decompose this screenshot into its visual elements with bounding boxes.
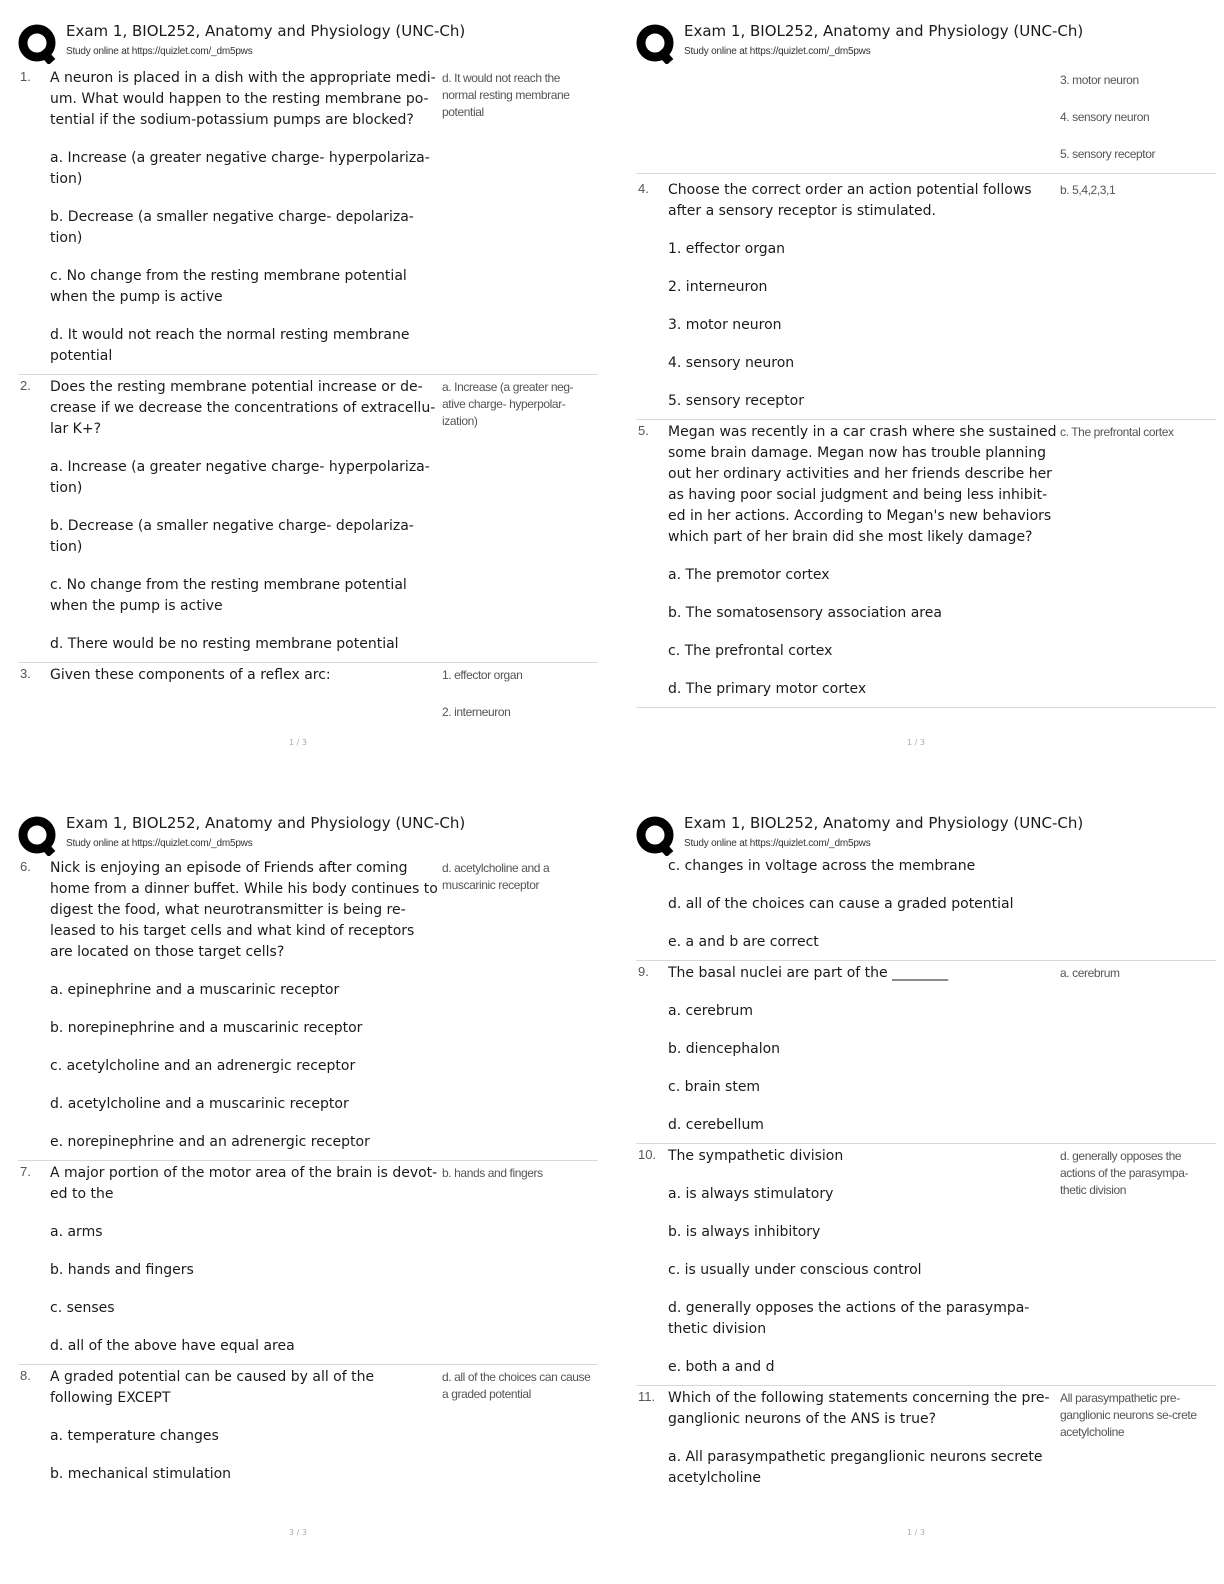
answer-text: b. hands and fingers xyxy=(442,1166,543,1180)
option: c. No change from the resting membrane potential when the pump is active xyxy=(50,577,407,614)
page-4 xyxy=(636,810,1216,1570)
question-number: 9. xyxy=(638,964,649,979)
option: a. is always stimulatory xyxy=(668,1186,834,1202)
option: b. mechanical stimulation xyxy=(50,1466,232,1482)
option: d. cerebellum xyxy=(668,1117,764,1133)
study-link[interactable]: Study online at https://quizlet.com/_dm5pws xyxy=(684,46,871,57)
question-text: Given these components of a reflex arc: xyxy=(50,667,331,683)
question-card xyxy=(18,68,598,375)
answer-list-item: 4. sensory neuron xyxy=(1060,110,1150,124)
option: d. It would not reach the normal resting membrane potential xyxy=(50,327,410,364)
option: d. generally opposes the actions of the parasympa-thetic division xyxy=(668,1300,1030,1337)
question-text: Choose the correct order an action potential follows after a sensory receptor is stimulated. xyxy=(668,182,1032,219)
question-card xyxy=(18,377,598,663)
option: d. The primary motor cortex xyxy=(668,681,867,697)
answer-list-item: 5. sensory receptor xyxy=(1060,147,1156,161)
page-1 xyxy=(18,18,598,778)
page-title: Exam 1, BIOL252, Anatomy and Physiology (UNC-Ch) xyxy=(66,814,466,832)
question-number: 3. xyxy=(20,666,31,681)
option: 1. effector organ xyxy=(668,241,786,257)
page-footer: 3 / 3 xyxy=(289,1528,307,1537)
question-card xyxy=(18,858,598,1161)
option: a. Increase (a greater negative charge- hyperpolariza-tion) xyxy=(50,459,430,496)
question-text: A graded potential can be caused by all of the following EXCEPT xyxy=(50,1369,375,1406)
page-header xyxy=(18,18,598,66)
quizlet-logo-icon xyxy=(18,24,58,64)
question-card xyxy=(636,1388,1216,1496)
question-text: Does the resting membrane potential increase or de-crease if we decrease the concentrations of extracellu-lar K+? xyxy=(50,379,436,437)
option: 4. sensory neuron xyxy=(668,355,795,371)
page-footer: 1 / 3 xyxy=(907,738,925,747)
question-number: 11. xyxy=(638,1389,656,1404)
question-card xyxy=(636,422,1216,708)
question-text: The basal nuclei are part of the ________ xyxy=(668,965,949,981)
option: d. There would be no resting membrane potential xyxy=(50,636,399,652)
answer-text: b. 5,4,2,3,1 xyxy=(1060,183,1116,197)
option: c. acetylcholine and an adrenergic receptor xyxy=(50,1058,356,1074)
option: b. Decrease (a smaller negative charge- depolariza-tion) xyxy=(50,209,414,246)
continued-question xyxy=(636,856,1216,961)
answer-text: a. Increase (a greater neg-ative charge- hyperpolar-ization) xyxy=(442,380,574,428)
option: b. The somatosensory association area xyxy=(668,605,942,621)
option: a. The premotor cortex xyxy=(668,567,830,583)
answer-text: d. all of the choices can cause a graded potential xyxy=(442,1370,591,1401)
answer-text: a. cerebrum xyxy=(1060,966,1120,980)
question-number: 5. xyxy=(638,423,649,438)
option: c. is usually under conscious control xyxy=(668,1262,922,1278)
quizlet-logo-icon xyxy=(636,24,676,64)
option: d. all of the above have equal area xyxy=(50,1338,295,1354)
option: e. both a and d xyxy=(668,1359,775,1375)
option: 2. interneuron xyxy=(668,279,768,295)
answer-list xyxy=(442,667,592,721)
option: c. brain stem xyxy=(668,1079,761,1095)
page-3 xyxy=(18,810,598,1570)
question-card xyxy=(636,180,1216,420)
continued-answer xyxy=(636,72,1216,174)
option: 3. motor neuron xyxy=(668,317,782,333)
page-header xyxy=(636,810,1216,854)
question-number: 10. xyxy=(638,1147,657,1162)
page-header xyxy=(18,810,598,856)
study-link[interactable]: Study online at https://quizlet.com/_dm5pws xyxy=(684,838,871,849)
option: e. norepinephrine and an adrenergic receptor xyxy=(50,1134,370,1150)
option: a. cerebrum xyxy=(668,1003,754,1019)
quizlet-logo-icon xyxy=(636,816,676,856)
option: c. changes in voltage across the membrane xyxy=(668,858,976,874)
question-card xyxy=(636,1146,1216,1386)
study-link[interactable]: Study online at https://quizlet.com/_dm5pws xyxy=(66,46,253,57)
answer-list-item: 2. interneuron xyxy=(442,705,511,719)
question-text: A neuron is placed in a dish with the appropriate medi-um. What would happen to the resting membrane po-tential if the sodium-potassium pumps are blocked? xyxy=(50,70,436,128)
page-title: Exam 1, BIOL252, Anatomy and Physiology (UNC-Ch) xyxy=(684,814,1084,832)
question-number: 8. xyxy=(20,1368,31,1383)
question-number: 4. xyxy=(638,181,649,196)
option: b. norepinephrine and a muscarinic receptor xyxy=(50,1020,363,1036)
answer-text: All parasympathetic pre-ganglionic neurons se-crete acetylcholine xyxy=(1060,1391,1197,1439)
page-footer: 1 / 3 xyxy=(289,738,307,747)
question-text: Which of the following statements concerning the pre-ganglionic neurons of the ANS is true? xyxy=(668,1390,1050,1427)
page-title: Exam 1, BIOL252, Anatomy and Physiology (UNC-Ch) xyxy=(684,22,1084,40)
question-number: 1. xyxy=(20,69,31,84)
option: c. The prefrontal cortex xyxy=(668,643,833,659)
answer-text: d. acetylcholine and a muscarinic receptor xyxy=(442,861,550,892)
page-title: Exam 1, BIOL252, Anatomy and Physiology (UNC-Ch) xyxy=(66,22,466,40)
question-number: 7. xyxy=(20,1164,31,1179)
option: b. is always inhibitory xyxy=(668,1224,821,1240)
answer-text: d. It would not reach the normal resting membrane potential xyxy=(442,71,570,119)
question-card xyxy=(18,1163,598,1365)
option: b. diencephalon xyxy=(668,1041,781,1057)
option: a. epinephrine and a muscarinic receptor xyxy=(50,982,340,998)
question-number: 6. xyxy=(20,859,31,874)
question-card xyxy=(18,665,598,719)
question-text: Nick is enjoying an episode of Friends after coming home from a dinner buffet. While his body continues to digest the food, what neurotransmitter is being re-leased to his target cells and what kind of receptors are located on those target cells? xyxy=(50,860,438,960)
question-text: Megan was recently in a car crash where she sustained some brain damage. Megan now has trouble planning out her ordinary activities and her friends describe her as having poor social judgment and being less inhibit-ed in her actions. According to Megan's new behaviors which part of her brain did she most likely damage? xyxy=(668,424,1057,545)
option: b. Decrease (a smaller negative charge- depolariza-tion) xyxy=(50,518,414,555)
option: d. acetylcholine and a muscarinic receptor xyxy=(50,1096,349,1112)
page-2 xyxy=(636,18,1216,778)
option: a. Increase (a greater negative charge- hyperpolariza-tion) xyxy=(50,150,430,187)
answer-list-item: 1. effector organ xyxy=(442,668,523,682)
option: a. arms xyxy=(50,1224,103,1240)
answer-text: d. generally opposes the actions of the parasympa-thetic division xyxy=(1060,1149,1189,1197)
page-footer: 1 / 3 xyxy=(907,1528,925,1537)
question-text: A major portion of the motor area of the brain is devot-ed to the xyxy=(50,1165,438,1202)
question-card xyxy=(18,1367,598,1492)
option: c. senses xyxy=(50,1300,115,1316)
answer-text: c. The prefrontal cortex xyxy=(1060,425,1174,439)
question-card xyxy=(636,963,1216,1144)
question-text: The sympathetic division xyxy=(668,1148,844,1164)
option: 5. sensory receptor xyxy=(668,393,805,409)
page-header xyxy=(636,18,1216,66)
option: e. a and b are correct xyxy=(668,934,819,950)
answer-list-item: 3. motor neuron xyxy=(1060,73,1139,87)
quizlet-logo-icon xyxy=(18,816,58,856)
study-link[interactable]: Study online at https://quizlet.com/_dm5pws xyxy=(66,838,253,849)
option: c. No change from the resting membrane potential when the pump is active xyxy=(50,268,407,305)
option: b. hands and fingers xyxy=(50,1262,194,1278)
option: a. temperature changes xyxy=(50,1428,219,1444)
question-number: 2. xyxy=(20,378,31,393)
option: d. all of the choices can cause a graded potential xyxy=(668,896,1014,912)
option: a. All parasympathetic preganglionic neurons secrete acetylcholine xyxy=(668,1449,1043,1486)
